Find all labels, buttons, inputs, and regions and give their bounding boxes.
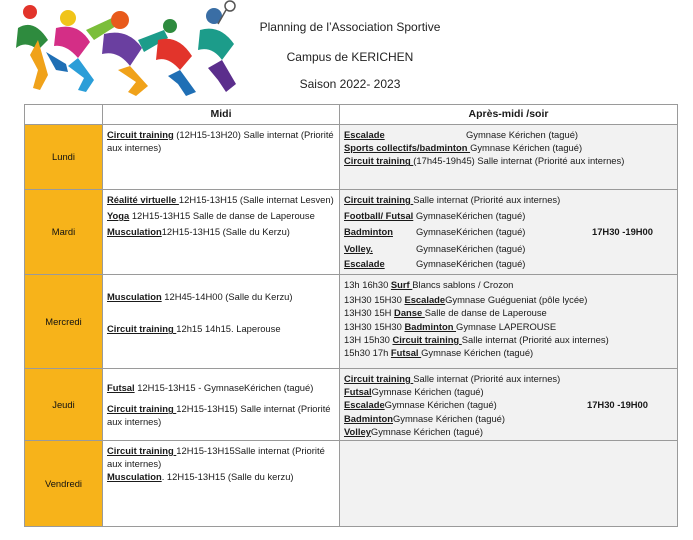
day-label: Mercredi — [25, 275, 103, 369]
activity-entry: BadmintonGymnase Kérichen (tagué) — [344, 412, 506, 424]
corner-cell — [25, 105, 103, 125]
activity-entry: Circuit training (12H15-13H20) Salle internat (Priorité aux internes) — [107, 129, 334, 154]
activity-entry: 13H30 15H Danse Salle de danse de Laperouse — [344, 307, 547, 319]
activity-entry: Musculation 12H45-14H00 (Salle du Kerzu) — [107, 291, 293, 302]
day-row-mardi — [25, 190, 678, 275]
midi-cell — [103, 125, 340, 190]
activity-entry: Volley. GymnaseKérichen (tagué) — [344, 242, 526, 254]
activity-entry: Sports collectifs/badminton Gymnase Kérichen (tagué) — [344, 142, 583, 154]
midi-cell — [103, 190, 340, 275]
day-label: Mardi — [25, 190, 103, 275]
activity-entry: Futsal 12H15-13H15 - GymnaseKérichen (tagué) — [107, 382, 314, 393]
soir-cell — [340, 125, 678, 190]
header-row — [25, 105, 678, 125]
midi-cell — [103, 369, 340, 441]
activity-entry: VolleyGymnase Kérichen (tagué) — [344, 425, 483, 437]
soir-cell — [340, 369, 678, 441]
activity-entry: 13H30 15H30 Badminton Gymnase LAPEROUSE — [344, 320, 557, 332]
activity-entry: Musculation12H15-13H15 (Salle du Kerzu) — [107, 226, 290, 238]
activity-entry: Circuit training 12h15 14h15. Laperouse — [107, 323, 281, 335]
activity-entry: Musculation. 12H15-13H15 (Salle du kerzu) — [107, 471, 294, 483]
midi-cell — [103, 441, 340, 527]
day-label: Lundi — [25, 125, 103, 190]
midi-cell — [103, 275, 340, 369]
season-title: Saison 2022- 2023 — [299, 77, 401, 91]
day-label: Jeudi — [25, 369, 103, 441]
activity-entry: 13H30 15H30 EscaladeGymnase Guégueniat (pôle lycée) — [344, 294, 588, 306]
day-row-lundi — [25, 125, 678, 190]
activity-entry: 15h30 17h Futsal Gymnase Kérichen (tagué) — [344, 347, 534, 359]
activity-entry: Circuit training 12H15-13H15) Salle internat (Priorité aux internes) — [107, 403, 331, 428]
activity-entry: Escalade GymnaseKérichen (tagué) — [344, 257, 526, 269]
activity-entry: Circuit training Salle internat (Priorité aux internes) — [344, 194, 561, 205]
activity-entry: Yoga 12H15-13H15 Salle de danse de Laperouse — [107, 210, 315, 222]
day-row-vendredi — [25, 441, 678, 527]
activity-entry: Réalité virtuelle 12H15-13H15 (Salle internat Lesven) — [107, 194, 334, 205]
soir-cell — [340, 275, 678, 369]
activity-entry: 13H 15h30 Circuit training Salle internat (Priorité aux internes) — [344, 333, 609, 345]
schedule-table — [24, 104, 678, 527]
soir-cell — [340, 190, 678, 275]
activity-entry: Football/ Futsal GymnaseKérichen (tagué) — [344, 210, 526, 222]
activity-entry: Circuit training (17h45-19h45) Salle internat (Priorité aux internes) — [344, 155, 625, 167]
column-header-soir: Après-midi /soir — [340, 105, 678, 125]
activity-entry: Escalade Gymnase Kérichen (tagué) — [344, 129, 579, 140]
sports-logo-icon — [8, 0, 240, 98]
day-row-jeudi — [25, 369, 678, 441]
activity-entry: 13h 16h30 Surf Blancs sablons / Crozon — [344, 279, 514, 290]
activity-entry: Circuit training Salle internat (Priorité aux internes) — [344, 373, 561, 384]
campus-title: Campus de KERICHEN — [286, 50, 414, 64]
day-row-mercredi — [25, 275, 678, 369]
activity-entry: Circuit training 12H15-13H15Salle internat (Priorité aux internes) — [107, 445, 325, 470]
activity-entry: EscaladeGymnase Kérichen (tagué) 17H30 -19H00 — [344, 399, 648, 411]
activity-entry: FutsalGymnase Kérichen (tagué) — [344, 386, 484, 398]
evening-time-range: 17H30 -19H00 — [587, 399, 648, 411]
day-label: Vendredi — [25, 441, 103, 527]
activity-entry: Badminton GymnaseKérichen (tagué) 17H30 -19H00 — [344, 226, 653, 238]
association-title: Planning de l’Association Sportive — [259, 20, 441, 34]
soir-cell-empty — [340, 441, 678, 527]
evening-time-range: 17H30 -19H00 — [592, 226, 653, 238]
column-header-midi: Midi — [103, 105, 340, 125]
